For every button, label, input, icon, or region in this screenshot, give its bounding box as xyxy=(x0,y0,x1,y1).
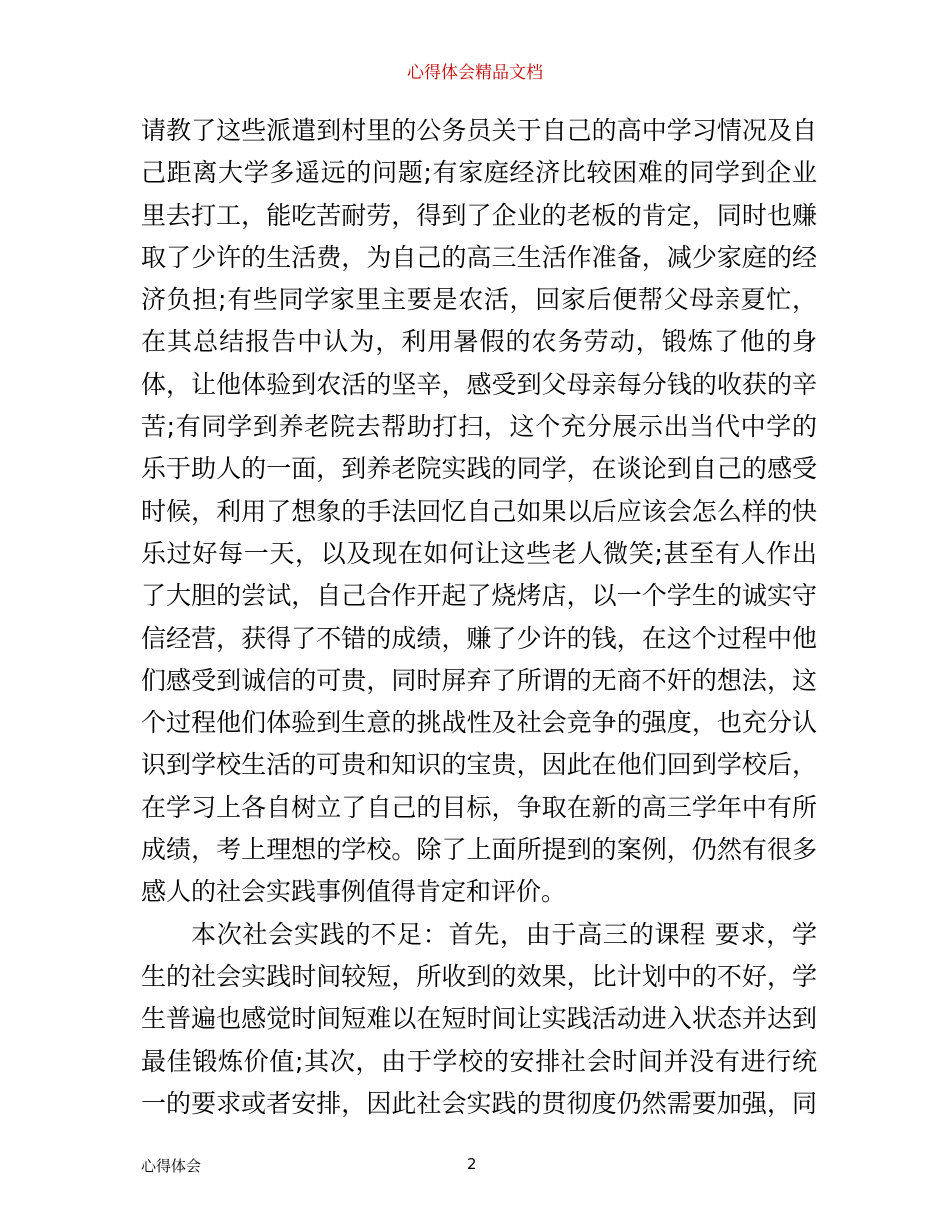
text-line: 们感受到诚信的可贵，同时屏弃了所谓的无商不奸的想法，这 xyxy=(141,665,817,695)
text-line: 生的社会实践时间较短，所收到的效果，比计划中的不好，学 xyxy=(141,961,817,991)
text-line: 个过程他们体验到生意的挑战性及社会竞争的强度，也充分认 xyxy=(141,708,817,738)
text-line: 感人的社会实践事例值得肯定和评价。 xyxy=(141,877,567,907)
page-number: 2 xyxy=(467,1155,477,1173)
text-line: 成绩，考上理想的学校。除了上面所提到的案例，仍然有很多 xyxy=(141,835,817,865)
text-line: 乐于助人的一面，到养老院实践的同学，在谈论到自己的感受 xyxy=(141,454,817,484)
text-line: 时候，利用了想象的手法回忆自己如果以后应该会怎么样的快 xyxy=(141,496,817,526)
text-line: 最佳锻炼价值;其次，由于学校的安排社会时间并没有进行统 xyxy=(141,1046,817,1076)
page-header-title: 心得体会精品文档 xyxy=(407,63,543,83)
text-line: 识到学校生活的可贵和知识的宝贵，因此在他们回到学校后， xyxy=(141,750,817,780)
paragraph-2 xyxy=(141,914,817,1125)
text-line: 生普遍也感觉时间短难以在短时间让实践活动进入状态并达到 xyxy=(141,1004,817,1034)
text-line: 请教了这些派遣到村里的公务员关于自己的高中学习情况及自 xyxy=(141,116,817,145)
text-line: 体，让他体验到农活的坚辛，感受到父母亲每分钱的收获的辛 xyxy=(141,369,817,399)
text-line: 在学习上各自树立了自己的目标，争取在新的高三学年中有所 xyxy=(141,792,817,822)
text-line: 了大胆的尝试，自己合作开起了烧烤店，以一个学生的诚实守 xyxy=(141,581,817,611)
text-line: 一的要求或者安排，因此社会实践的贯彻度仍然需要加强，同 xyxy=(141,1088,817,1118)
text-line: 本次社会实践的不足：首先，由于高三的课程 要求，学 xyxy=(191,919,817,949)
footer-label: 心得体会 xyxy=(141,1157,202,1175)
text-line: 信经营，获得了不错的成绩，赚了少许的钱，在这个过程中他 xyxy=(141,623,817,653)
text-line: 里去打工，能吃苦耐劳，得到了企业的老板的肯定，同时也赚 xyxy=(141,200,817,230)
text-line: 苦;有同学到养老院去帮助打扫，这个充分展示出当代中学的 xyxy=(141,412,817,442)
paragraph-1 xyxy=(141,110,817,914)
text-line: 在其总结报告中认为，利用暑假的农务劳动，锻炼了他的身 xyxy=(141,327,817,357)
document-body xyxy=(141,110,817,1125)
text-line: 乐过好每一天，以及现在如何让这些老人微笑;甚至有人作出 xyxy=(141,538,817,568)
text-line: 己距离大学多遥远的问题;有家庭经济比较困难的同学到企业 xyxy=(141,158,817,188)
text-line: 取了少许的生活费，为自己的高三生活作准备，减少家庭的经 xyxy=(141,242,817,272)
text-line: 济负担;有些同学家里主要是农活，回家后便帮父母亲夏忙， xyxy=(141,285,817,315)
